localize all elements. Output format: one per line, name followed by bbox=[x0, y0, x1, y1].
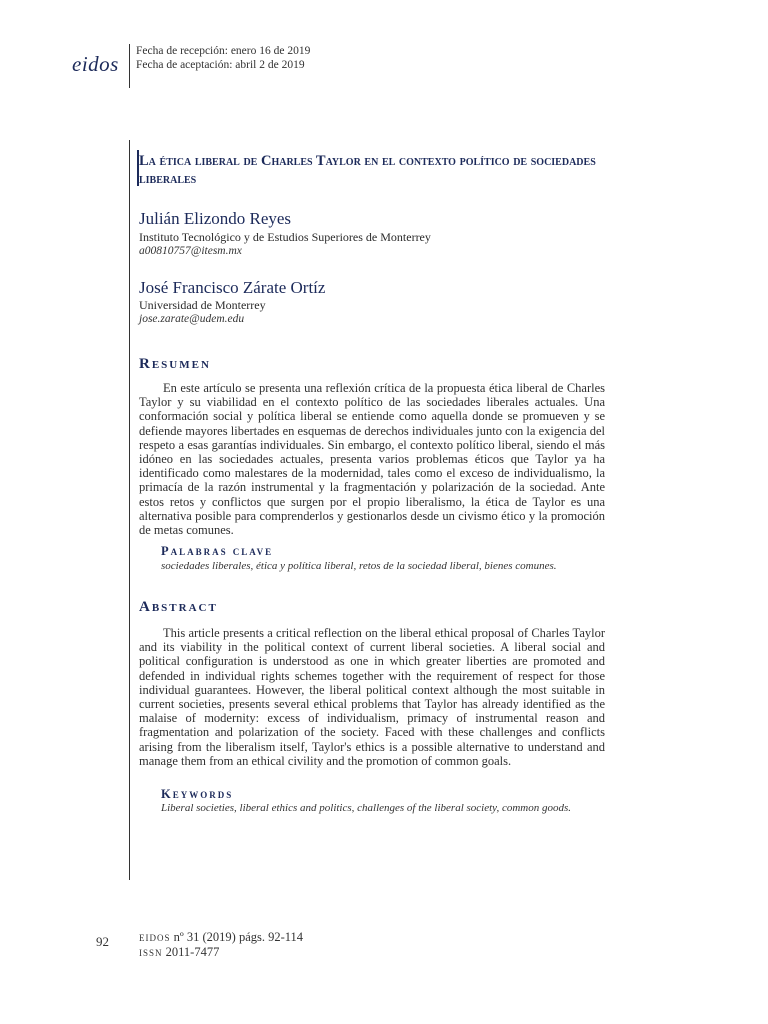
author-affiliation: Instituto Tecnológico y de Estudios Superiores de Monterrey bbox=[139, 230, 431, 244]
resumen-text bbox=[139, 381, 605, 537]
issn-label: issn bbox=[139, 945, 163, 959]
resumen-heading: Resumen bbox=[139, 356, 211, 372]
accepted-date: Fecha de aceptación: abril 2 de 2019 bbox=[136, 59, 305, 71]
citation-details: nº 31 (2019) págs. 92-114 bbox=[173, 930, 304, 944]
palabras-clave-heading: Palabras clave bbox=[161, 544, 274, 558]
journal-logo: eidos bbox=[72, 52, 119, 76]
palabras-clave-list: sociedades liberales, ética y política liberal, retos de la sociedad liberal, bienes comunes. bbox=[161, 560, 557, 572]
article-dates bbox=[136, 44, 310, 72]
keywords-list: Liberal societies, liberal ethics and politics, challenges of the liberal society, common goods. bbox=[161, 802, 571, 814]
author-affiliation: Universidad de Monterrey bbox=[139, 298, 266, 312]
issn-value: 2011-7477 bbox=[165, 945, 220, 959]
abstract-body: This article presents a critical reflection on the liberal ethical proposal of Charles Taylor and its viability in the political context of current liberal societies. A liberal social and political configuration is understood as one in which greater liberties are promoted and defended in individual rights schemes together with the requirement of respect for those individual guarantees. However, the liberal political context although the most suitable in current societies, presents several ethical problems that Taylor has already identified as the malaise of modernity: excess of individualism, primacy of instrumental reason and fragmentation and polarization of the society. Faced with these challenges and conflicts arising from the liberalism itself, Taylor's ethics is a possible alternative to understand and manage them from an ethical civility and the promotion of common goals. bbox=[139, 626, 605, 768]
margin-rule bbox=[129, 140, 130, 880]
page-number: 92 bbox=[96, 934, 109, 949]
abstract-text bbox=[139, 626, 605, 768]
author-name: Julián Elizondo Reyes bbox=[139, 209, 292, 228]
resumen-body: En este artículo se presenta una reflexión crítica de la propuesta ética liberal de Charles Taylor y su viabilidad en el contexto político de las sociedades liberales actuales. Una conformación social y política liberal se entiende como aquella donde se promueven y se defiende mayores libertades en esquemas de derechos individuales junto con la exigencia del respeto a esas garantías individuales. Sin embargo, el contexto político liberal, siendo el más idóneo en las sociedades actuales, presenta varios problemas éticos que Taylor ya ha identificado como malestares de la modernidad, tales como el exceso de individualismo, la primacía de la razón instrumental y la fragmentación y polarización de la sociedad. Ante estos retos y conflictos que surgen por el propio liberalismo, la ética de Taylor es una alternativa posible para comprenderlos y gestionarlos desde un civismo ético y la promoción de metas comunes. bbox=[139, 381, 605, 538]
abstract-heading: Abstract bbox=[139, 599, 218, 615]
header-divider bbox=[129, 44, 130, 88]
journal-small-name: eidos bbox=[139, 930, 171, 944]
author-email[interactable]: a00810757@itesm.mx bbox=[139, 245, 242, 257]
author-email[interactable]: jose.zarate@udem.edu bbox=[139, 313, 245, 325]
journal-citation bbox=[139, 930, 303, 960]
keywords-heading: Keywords bbox=[161, 787, 234, 801]
author-name: José Francisco Zárate Ortíz bbox=[139, 278, 326, 297]
article-title: La ética liberal de Charles Taylor en el contexto político de sociedades liberales bbox=[139, 153, 596, 187]
received-date: Fecha de recepción: enero 16 de 2019 bbox=[136, 45, 311, 57]
